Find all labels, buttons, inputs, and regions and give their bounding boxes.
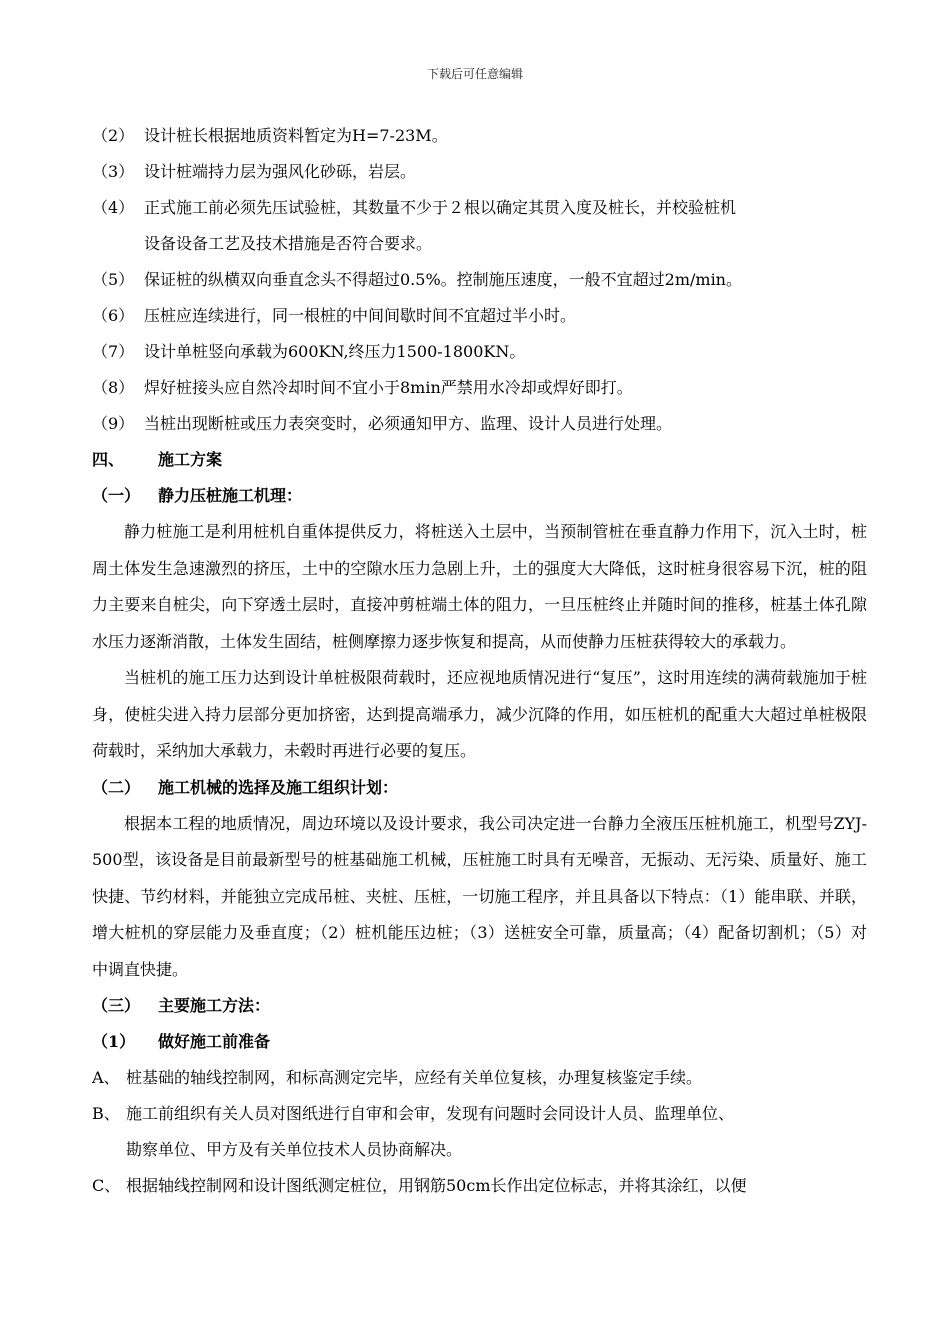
subsection-title: 做好施工前准备: [158, 1032, 271, 1051]
item-text: 设计桩长根据地质资料暂定为H=7-23M。: [144, 126, 448, 145]
subsection-title: 主要施工方法：: [158, 996, 271, 1015]
document-body: [92, 118, 867, 1204]
requirement-item: [92, 118, 867, 154]
requirement-item: [92, 370, 867, 406]
subsection-number: （三）: [92, 996, 141, 1015]
section-number: 四、: [92, 450, 125, 469]
item-number: （5）: [92, 270, 135, 289]
requirement-item: [92, 262, 867, 298]
subsection-number: （一）: [92, 486, 141, 505]
item-number: （4）: [92, 198, 135, 217]
item-text: 设计桩端持力层为强风化砂砾，岩层。: [144, 162, 417, 181]
requirement-item: [92, 190, 867, 226]
subsection-title: 施工机械的选择及施工组织计划：: [158, 777, 399, 797]
paragraph-repressing: 当桩机的施工压力达到设计单桩极限荷载时，还应视地质情况进行“复压”，这时用连续的满荷载施加于桩身，使桩尖进入持力层部分更加挤密，达到提高端承力，减少沉降的作用，如压桩机的配重大大超过单桩极限荷载时，采纳加大承载力，未毂时再进行必要的复压。: [92, 668, 867, 760]
section-heading: [92, 442, 867, 478]
item-text: 设计单桩竖向承载为600KN,终压力1500-1800KN。: [144, 342, 526, 361]
item-number: （9）: [92, 414, 135, 433]
prep-text: 根据轴线控制网和设计图纸测定桩位，用钢筋50cm长作出定位标志，并将其涂红，以便: [126, 1176, 747, 1195]
item-number: （8）: [92, 378, 135, 397]
item-text: 正式施工前必须先压试验桩，其数量不少于２根以确定其贯入度及桩长，并校验桩机: [144, 198, 737, 217]
requirement-item: [92, 406, 867, 442]
requirement-item: [92, 154, 867, 190]
item-text: 压桩应连续进行，同一根桩的中间间歇时间不宜超过半小时。: [144, 306, 577, 325]
page-header: 下载后可任意编辑: [426, 67, 523, 81]
subsection-number: （二）: [92, 777, 141, 797]
paragraph-machinery: 根据本工程的地质情况，周边环境以及设计要求，我公司决定进一台静力全液压压桩机施工，机型号ZYJ-500型，该设备是目前最新型号的桩基础施工机械，压桩施工时具有无噪音，无振动、无污染、质量好、施工快捷、节约材料，并能独立完成吊桩、夹桩、压桩，一切施工程序，并且具备以下特点：（1）能串联、并联，增大桩机的穿层能力及垂直度；（2）桩机能压边桩；（3）送桩安全可靠，质量高；（4）配备切割机；（5）对中调直快捷。: [92, 813, 867, 979]
item-number: （3）: [92, 162, 135, 181]
item-number: （2）: [92, 126, 135, 145]
subsection-title: 静力压桩施工机理：: [158, 486, 303, 505]
prep-text: 施工前组织有关人员对图纸进行自审和会审，发现有问题时会同设计人员、监理单位、: [126, 1104, 735, 1123]
item-number: （6）: [92, 306, 135, 325]
prep-letter: C、: [92, 1176, 121, 1195]
item-number: （7）: [92, 342, 135, 361]
prep-text: 桩基础的轴线控制网，和标高测定完毕，应经有关单位复核，办理复核鉴定手续。: [126, 1068, 703, 1087]
item-text: 保证桩的纵横双向垂直念头不得超过0.5%。控制施压速度，一般不宜超过2m/min。: [144, 270, 742, 289]
prep-item: [92, 1060, 867, 1096]
prep-item: [92, 1096, 867, 1132]
item-text: 焊好桩接头应自然冷却时间不宜小于8min严禁用水冷却或焊好即打。: [144, 378, 633, 397]
subsection-heading: [92, 1024, 867, 1060]
subsection-number: （1）: [92, 1032, 136, 1051]
item-continuation: 设备设备工艺及技术措施是否符合要求。: [144, 234, 433, 253]
requirement-item: [92, 298, 867, 334]
requirement-item: [92, 334, 867, 370]
prep-letter: B、: [92, 1104, 120, 1123]
subsection-heading: [92, 478, 867, 514]
prep-item: [92, 1168, 867, 1204]
prep-letter: A、: [92, 1068, 120, 1087]
paragraph-mechanism: 静力桩施工是利用桩机自重体提供反力，将桩送入土层中，当预制管桩在垂直静力作用下，沉入土时，桩周土体发生急速激烈的挤压，土中的空隙水压力急剧上升，土的强度大大降低，这时桩身很容易下沉，桩的阻力主要来自桩尖，向下穿透土层时，直接冲剪桩端土体的阻力，一旦压桩终止并随时间的推移，桩基土体孔隙水压力逐渐消散，土体发生固结，桩侧摩擦力逐步恢复和提高，从而使静力压桩获得较大的承载力。: [92, 522, 867, 651]
subsection-heading: [92, 988, 867, 1024]
section-title: 施工方案: [158, 450, 223, 469]
subsection-heading: [92, 770, 867, 806]
prep-continuation: 勘察单位、甲方及有关单位技术人员协商解决。: [126, 1140, 463, 1159]
item-text: 当桩出现断桩或压力表突变时，必须通知甲方、监理、设计人员进行处理。: [144, 414, 673, 433]
